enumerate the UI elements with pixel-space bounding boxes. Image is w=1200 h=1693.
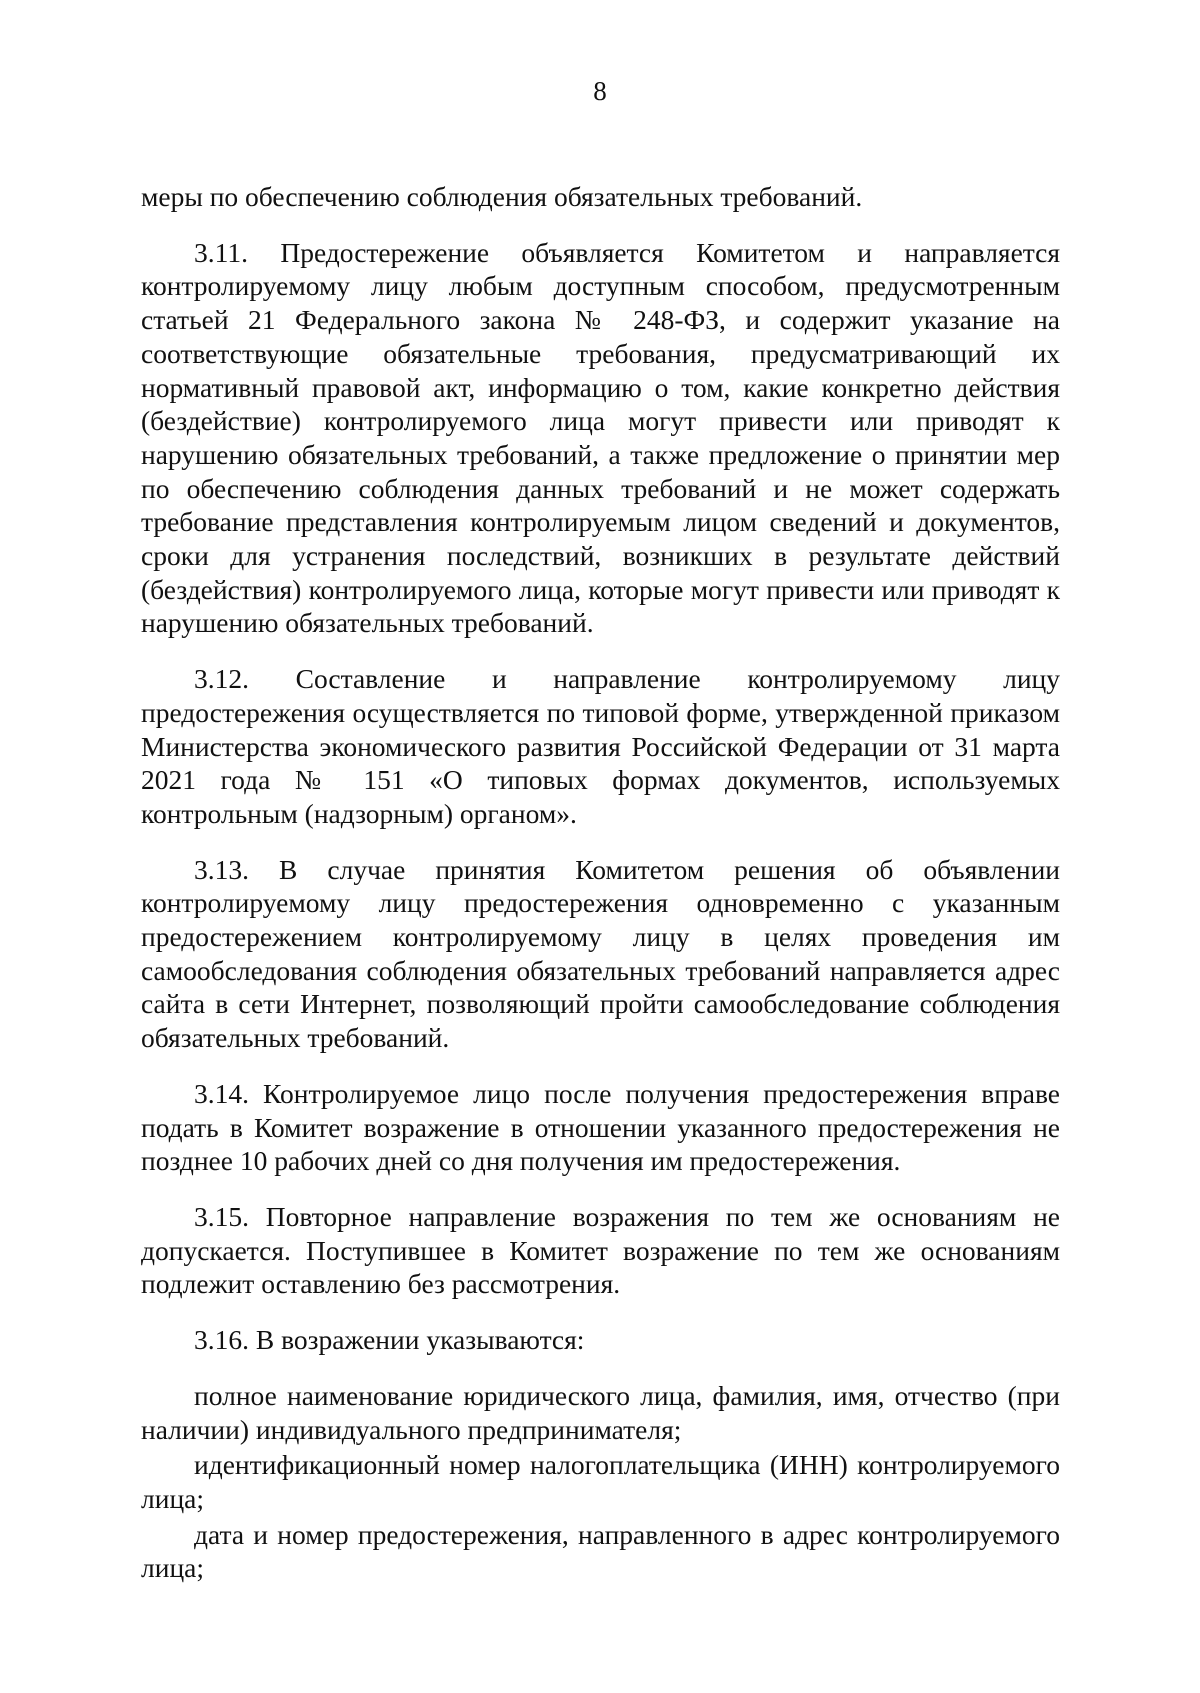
- paragraph-3-15: 3.15. Повторное направление возражения по тем же основаниям не допускается. Поступившее в Комитет возражение по тем же основаниям подлежит оставлению без рассмотрения.: [141, 1200, 1060, 1300]
- list-item-full-name: полное наименование юридического лица, фамилия, имя, отчество (при наличии) индивидуального предпринимателя;: [141, 1379, 1060, 1445]
- paragraph-3-14: 3.14. Контролируемое лицо после получения предостережения вправе подать в Комитет возражение в отношении указанного предостережения не позднее 10 рабочих дней со дня получения им предостережения.: [141, 1077, 1060, 1177]
- paragraph-3-12: 3.12. Составление и направление контролируемому лицу предостережения осуществляется по типовой форме, утвержденной приказом Министерства экономического развития Российской Федерации от 31 марта 2021 года № 151 «О типовых формах документов, используемых контрольным (надзорным) органом».: [141, 663, 1060, 829]
- paragraph-3-13: 3.13. В случае принятия Комитетом решения об объявлении контролируемому лицу предостережения одновременно с указанным предостережением контролируемому лицу в целях проведения им самообследования соблюдения обязательных требований направляется адрес сайта в сети Интернет, позволяющий пройти самообследование соблюдения обязательных требований.: [141, 853, 1060, 1054]
- document-body: [141, 180, 1060, 1585]
- list-item-inn: идентификационный номер налогоплательщика (ИНН) контролируемого лица;: [141, 1449, 1060, 1514]
- paragraph-3-16: 3.16. В возражении указываются:: [194, 1324, 585, 1356]
- list-item-date-number: дата и номер предостережения, направленного в адрес контролируемого лица;: [141, 1518, 1060, 1584]
- page-number: 8: [593, 76, 607, 106]
- paragraph-continuation: меры по обеспечению соблюдения обязательных требований.: [141, 181, 863, 212]
- paragraph-3-11: 3.11. Предостережение объявляется Комитетом и направляется контролируемому лицу любым доступным способом, предусмотренным статьей 21 Федерального закона № 248-ФЗ, и содержит указание на соответствующие обязательные требования, предусматривающий их нормативный правовой акт, информацию о том, какие конкретно действия (бездействие) контролируемого лица могут привести или приводят к нарушению обязательных требований, а также предложение о принятии мер по обеспечению соблюдения данных требований и не может содержать требование представления контролируемым лицом сведений и документов, сроки для устранения последствий, возникших в результате действий (бездействия) контролируемого лица, которые могут привести или приводят к нарушению обязательных требований.: [141, 236, 1060, 639]
